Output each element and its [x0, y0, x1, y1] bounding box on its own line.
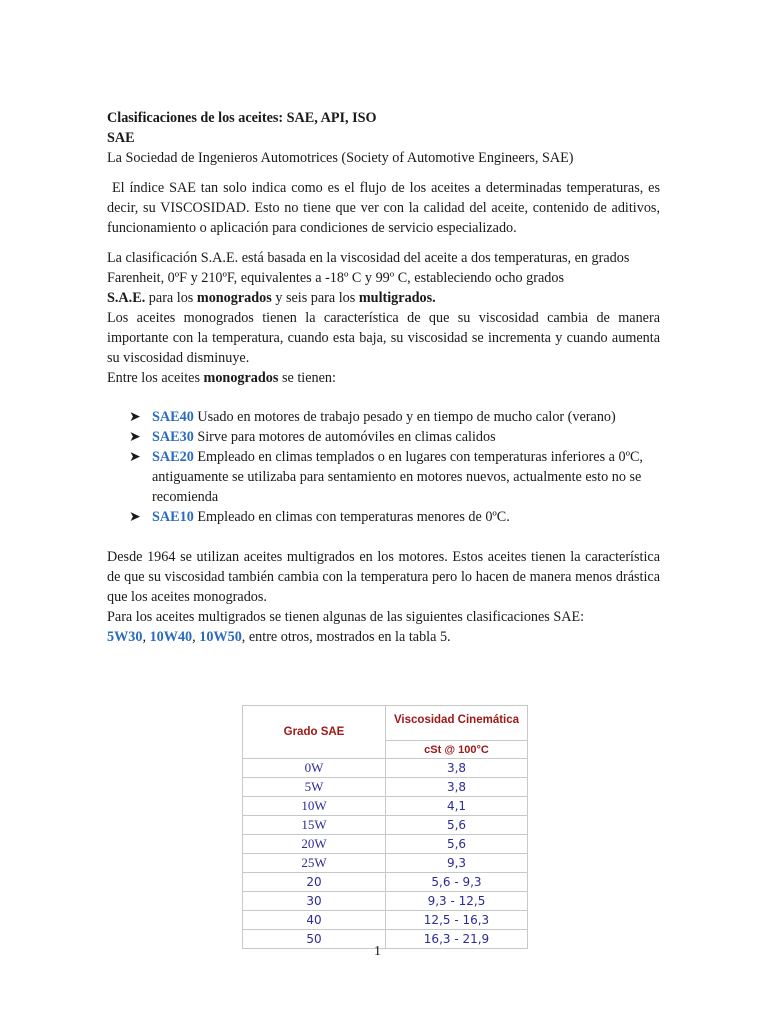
- entre-prefix: Entre los aceites: [107, 370, 204, 386]
- arrow-bullet-icon: ➤: [129, 509, 141, 525]
- header-viscosity: Viscosidad Cinemática: [386, 706, 528, 741]
- classification-mid: y seis para los: [271, 290, 359, 306]
- grade-cell: 20W: [243, 835, 386, 854]
- grade-cell: 25W: [243, 854, 386, 873]
- document-title: Clasificaciones de los aceites: SAE, API, ISO: [107, 110, 377, 126]
- multi-code-10w50: 10W50: [199, 629, 242, 645]
- value-cell: 9,3 - 12,5: [386, 892, 528, 911]
- list-item-code: SAE40: [152, 409, 194, 425]
- grade-cell: 0W: [243, 759, 386, 778]
- value-cell: 4,1: [386, 797, 528, 816]
- page-number: 1: [374, 944, 381, 959]
- table-row: [243, 778, 528, 797]
- table-row: [243, 854, 528, 873]
- value-cell: 5,6: [386, 816, 528, 835]
- header-unit: cSt @ 100°C: [386, 741, 528, 759]
- list-item-code: SAE20: [152, 449, 194, 465]
- list-item-text: Usado en motores de trabajo pesado y en tiempo de mucho calor (verano): [193, 409, 616, 425]
- classification-para: para los: [145, 290, 197, 306]
- list-item-code: SAE30: [152, 429, 194, 445]
- value-cell: 16,3 - 21,9: [386, 930, 528, 949]
- table-row: [243, 816, 528, 835]
- sae-heading: SAE: [107, 130, 135, 146]
- classification-line1: La clasificación S.A.E. está basada en la viscosidad del aceite a dos temperaturas, en grados Farenheit, 0ºF y 210ºF, equivalentes a -18º C y 99º C, estableciendo ocho grados: [107, 250, 630, 286]
- sae-full-name: La Sociedad de Ingenieros Automotrices (Society of Automotive Engineers, SAE): [107, 150, 574, 166]
- document-body: [107, 108, 664, 647]
- grade-cell: 20: [243, 873, 386, 892]
- value-cell: 3,8: [386, 759, 528, 778]
- monograde-list: [107, 407, 660, 527]
- entre-bold: monogrados: [203, 370, 279, 386]
- classification-mono: monogrados: [196, 290, 272, 306]
- viscosity-table-wrap: [242, 705, 528, 949]
- viscosity-table: [242, 705, 528, 949]
- value-cell: 5,6: [386, 835, 528, 854]
- list-item: [107, 447, 660, 507]
- entre-line: [107, 368, 660, 388]
- value-cell: 5,6 - 9,3: [386, 873, 528, 892]
- classification-sae: S.A.E.: [107, 290, 146, 306]
- multigrados-paragraph: Desde 1964 se utilizan aceites multigrados en los motores. Estos aceites tienen la característica de que su viscosidad también cambia con la temperatura pero lo hacen de manera menos drástica que los aceites monogrados.: [107, 549, 660, 605]
- arrow-bullet-icon: ➤: [129, 449, 141, 465]
- table-row: [243, 835, 528, 854]
- multi-sep: ,: [142, 629, 150, 645]
- header-grade: Grado SAE: [243, 706, 386, 759]
- multi-sep: ,: [192, 629, 200, 645]
- table-row: [243, 797, 528, 816]
- list-item: [107, 407, 660, 427]
- value-cell: 9,3: [386, 854, 528, 873]
- monogrados-paragraph: Los aceites monogrados tienen la característica de que su viscosidad cambia de manera importante con la temperatura, cuando esta baja, su viscosidad se incrementa y cuando aumenta su viscosidad disminuye.: [107, 310, 660, 366]
- list-item-text: Sirve para motores de automóviles en climas calidos: [193, 429, 496, 445]
- entre-suffix: se tienen:: [278, 370, 336, 386]
- intro-paragraph: El índice SAE tan solo indica como es el flujo de los aceites a determinadas temperaturas, es decir, su VISCOSIDAD. Esto no tiene que ver con la calidad del aceite, contenido de aditivos, funcionamiento o aplicación para condiciones de servicio especializado.: [107, 180, 664, 236]
- classification-multi: multigrados.: [358, 290, 436, 306]
- table-row: [243, 911, 528, 930]
- multi-code-5w30: 5W30: [107, 629, 143, 645]
- list-item-text: Empleado en climas templados o en lugares con temperaturas inferiores a 0ºC, antiguamente se utilizaba para sentamiento en motores nuevos, actualmente esto no se recomienda: [152, 449, 647, 505]
- grade-cell: 5W: [243, 778, 386, 797]
- multi-suffix: , entre otros, mostrados en la tabla 5.: [241, 629, 451, 645]
- value-cell: 12,5 - 16,3: [386, 911, 528, 930]
- list-item: [107, 427, 660, 447]
- grade-cell: 15W: [243, 816, 386, 835]
- multi-code-10w40: 10W40: [149, 629, 193, 645]
- multi-prefix: Para los aceites multigrados se tienen algunas de las siguientes clasificaciones SAE:: [107, 609, 588, 625]
- table-row: [243, 873, 528, 892]
- classification-paragraph: [107, 248, 660, 308]
- table-header-row: [243, 706, 528, 741]
- list-item-code: SAE10: [152, 509, 194, 525]
- arrow-bullet-icon: ➤: [129, 429, 141, 445]
- grade-cell: 40: [243, 911, 386, 930]
- grade-cell: 10W: [243, 797, 386, 816]
- list-item-text: Empleado en climas con temperaturas menores de 0ºC.: [193, 509, 510, 525]
- table-row: [243, 930, 528, 949]
- table-row: [243, 892, 528, 911]
- value-cell: 3,8: [386, 778, 528, 797]
- grade-cell: 30: [243, 892, 386, 911]
- grade-cell: 50: [243, 930, 386, 949]
- list-item: [107, 507, 660, 527]
- table-row: [243, 759, 528, 778]
- arrow-bullet-icon: ➤: [129, 409, 141, 425]
- multigrados-classification: [107, 607, 660, 647]
